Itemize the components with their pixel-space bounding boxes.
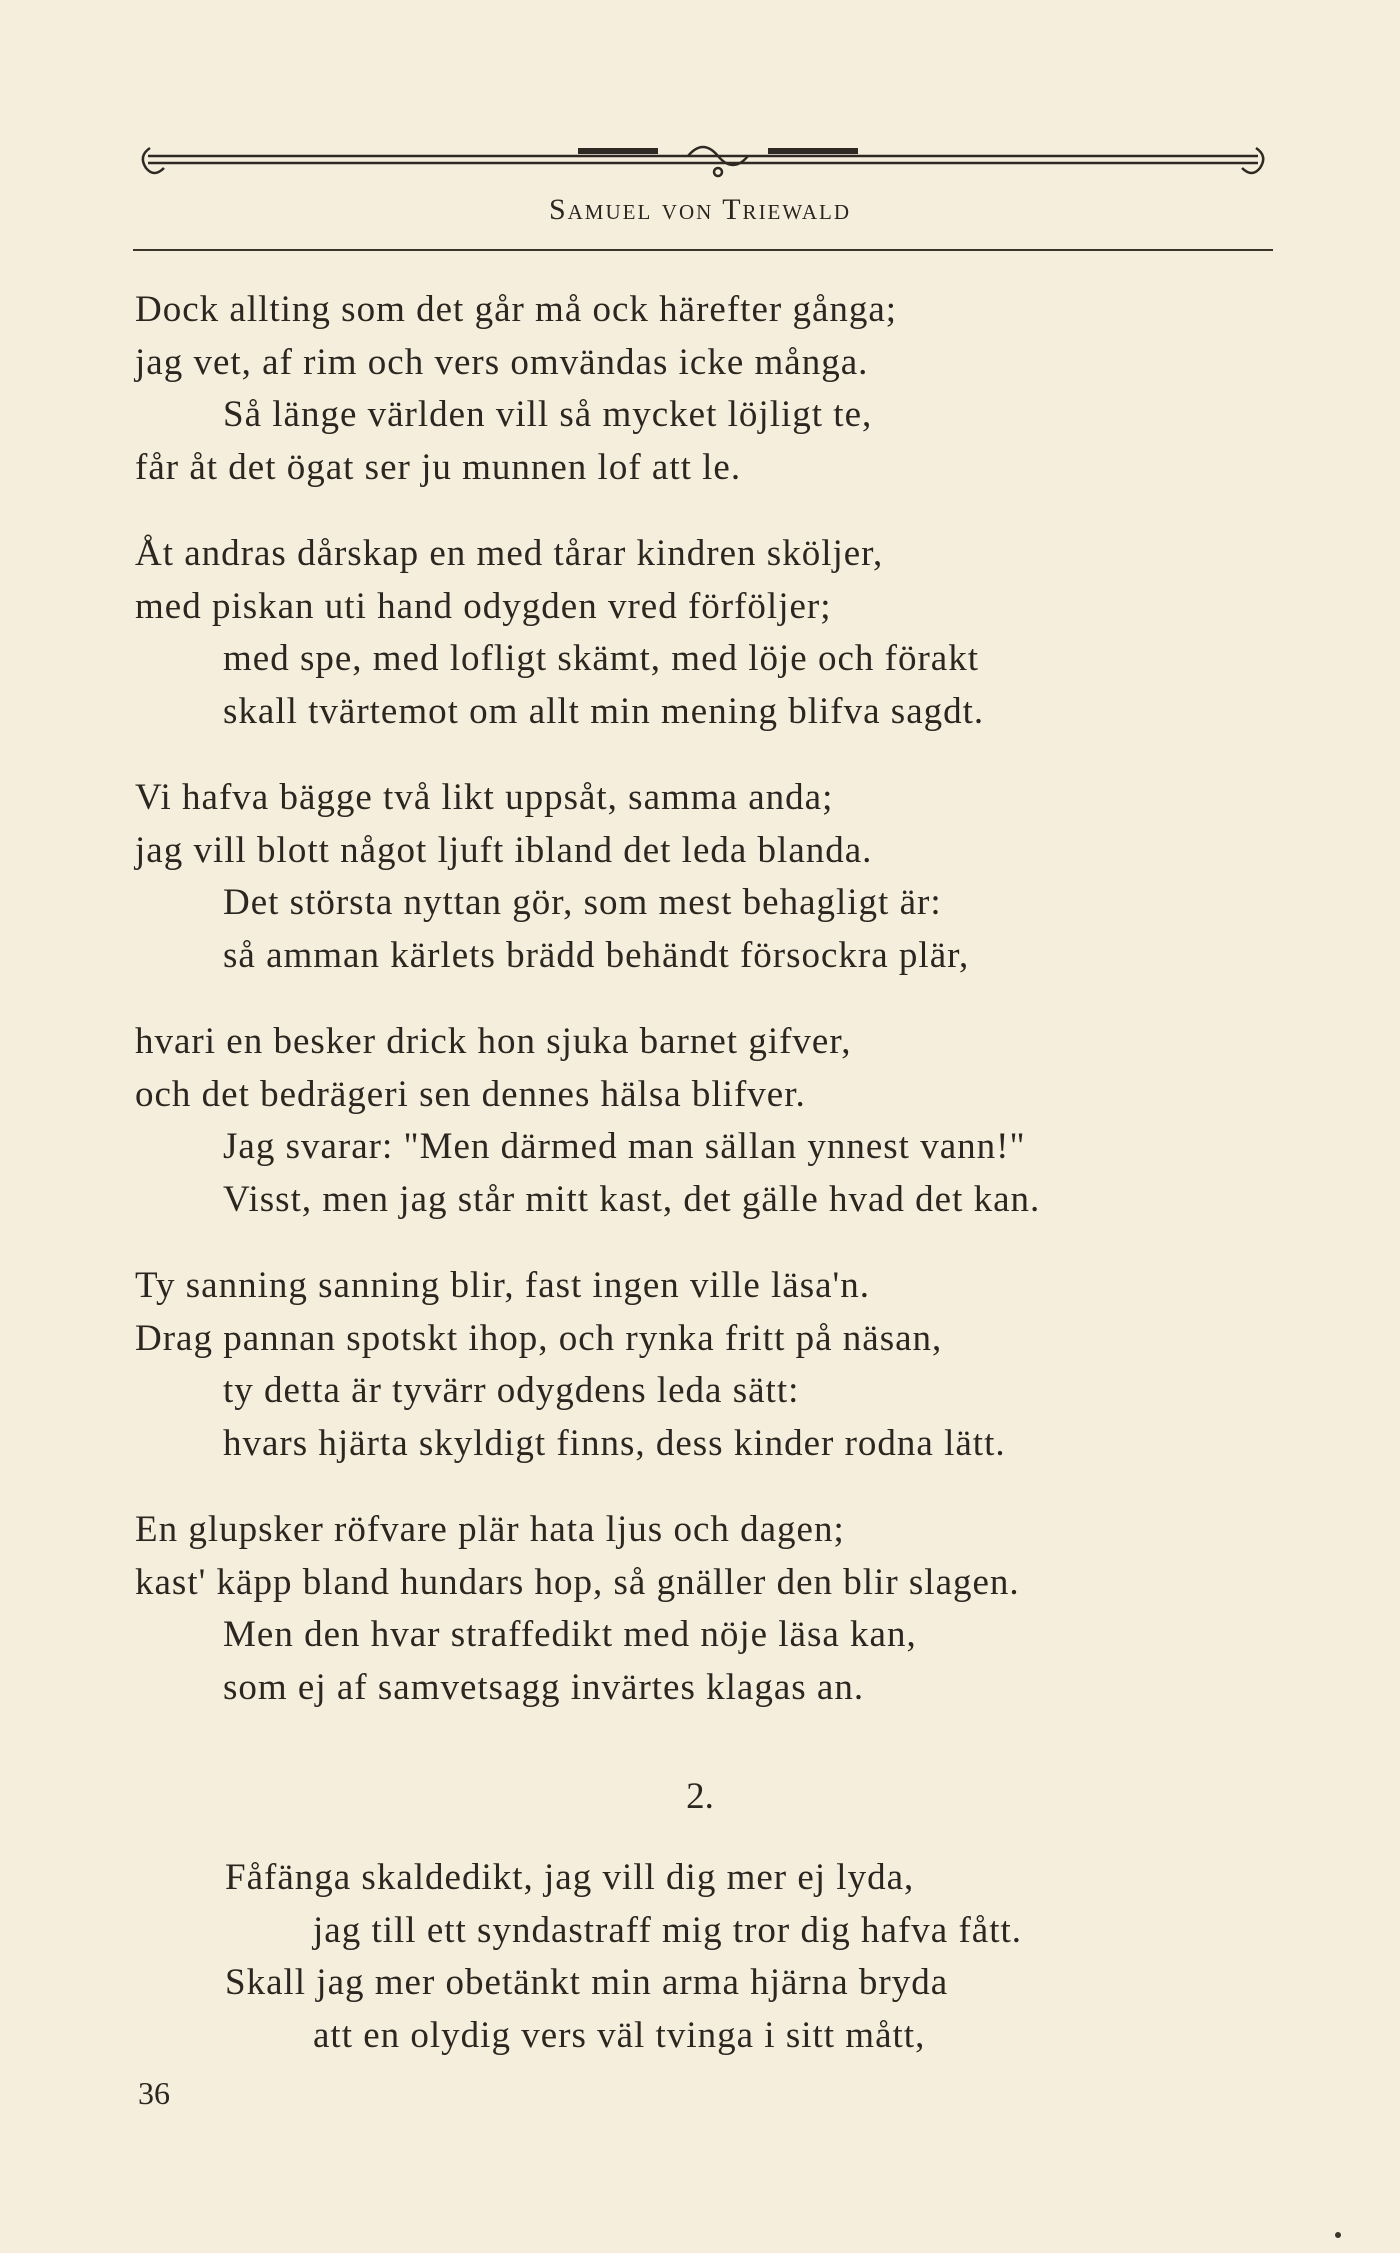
section-number: 2.	[686, 1776, 714, 1817]
verse-line: Det största nyttan gör, som mest behagligt är:	[223, 882, 942, 923]
verse-line: Fåfänga skaldedikt, jag vill dig mer ej lyda,	[225, 1857, 915, 1898]
verse-line: Visst, men jag står mitt kast, det gälle hvad det kan.	[223, 1178, 1041, 1220]
verse-line: Jag svarar: "Men därmed man sällan ynnest vann!"	[223, 1126, 1026, 1167]
verse-line: med piskan uti hand odygden vred förföljer;	[135, 585, 832, 627]
verse-line: och det bedrägeri sen dennes hälsa blifver.	[135, 1073, 806, 1115]
verse-line: Drag pannan spotskt ihop, och rynka fritt på näsan,	[135, 1317, 943, 1359]
verse-line: Vi hafva bägge två likt uppsåt, samma anda;	[135, 777, 834, 818]
poem-section-1	[135, 284, 1285, 1748]
stanza-6	[135, 1504, 1285, 1714]
headpiece-ornament-icon	[128, 128, 1278, 198]
verse-line: hvari en besker drick hon sjuka barnet gifver,	[135, 1021, 852, 1062]
verse-line: Skall jag mer obetänkt min arma hjärna bryda	[225, 1962, 949, 2003]
stanza-1	[135, 284, 1285, 494]
verse-line: Men den hvar straffedikt med nöje läsa kan,	[223, 1614, 917, 1655]
verse-line: får åt det ögat ser ju munnen lof att le.	[135, 446, 742, 488]
running-title: Samuel von Triewald	[548, 193, 852, 226]
verse-line: ty detta är tyvärr odygdens leda sätt:	[223, 1370, 800, 1411]
stanza-5	[135, 1260, 1285, 1470]
verse-line: jag vet, af rim och vers omvändas icke många.	[135, 341, 869, 383]
verse-line: jag vill blott något ljuft ibland det leda blanda.	[135, 829, 873, 871]
verse-line: Ty sanning sanning blir, fast ingen ville läsa'n.	[135, 1265, 870, 1306]
verse-line: att en olydig vers väl tvinga i sitt mått,	[313, 2014, 926, 2056]
verse-line: med spe, med lofligt skämt, med löje och förakt	[223, 638, 979, 679]
verse-line: hvars hjärta skyldigt finns, dess kinder rodna lätt.	[223, 1422, 1006, 1464]
verse-line: så amman kärlets brädd behändt försockra plär,	[223, 934, 970, 976]
verse-line: skall tvärtemot om allt min mening blifva sagdt.	[223, 690, 985, 732]
poem-section-2	[225, 1852, 1275, 2062]
verse-line: Dock allting som det går må ock härefter gånga;	[135, 289, 898, 330]
ink-speck	[1335, 2232, 1341, 2238]
verse-line: kast' käpp bland hundars hop, så gnäller den blir slagen.	[135, 1561, 1020, 1603]
verse-line: Så länge världen vill så mycket löjligt te,	[223, 394, 873, 435]
page-number: 36	[138, 2075, 170, 2111]
verse-line: En glupsker röfvare plär hata ljus och dagen;	[135, 1509, 845, 1550]
verse-line: som ej af samvetsagg invärtes klagas an.	[223, 1666, 865, 1708]
stanza-4	[135, 1016, 1285, 1226]
stanza-3	[135, 772, 1285, 982]
verse-line: jag till ett syndastraff mig tror dig hafva fått.	[313, 1909, 1023, 1951]
verse-line: Åt andras dårskap en med tårar kindren sköljer,	[135, 533, 884, 574]
header-rule	[133, 249, 1273, 251]
stanza-2	[135, 528, 1285, 738]
